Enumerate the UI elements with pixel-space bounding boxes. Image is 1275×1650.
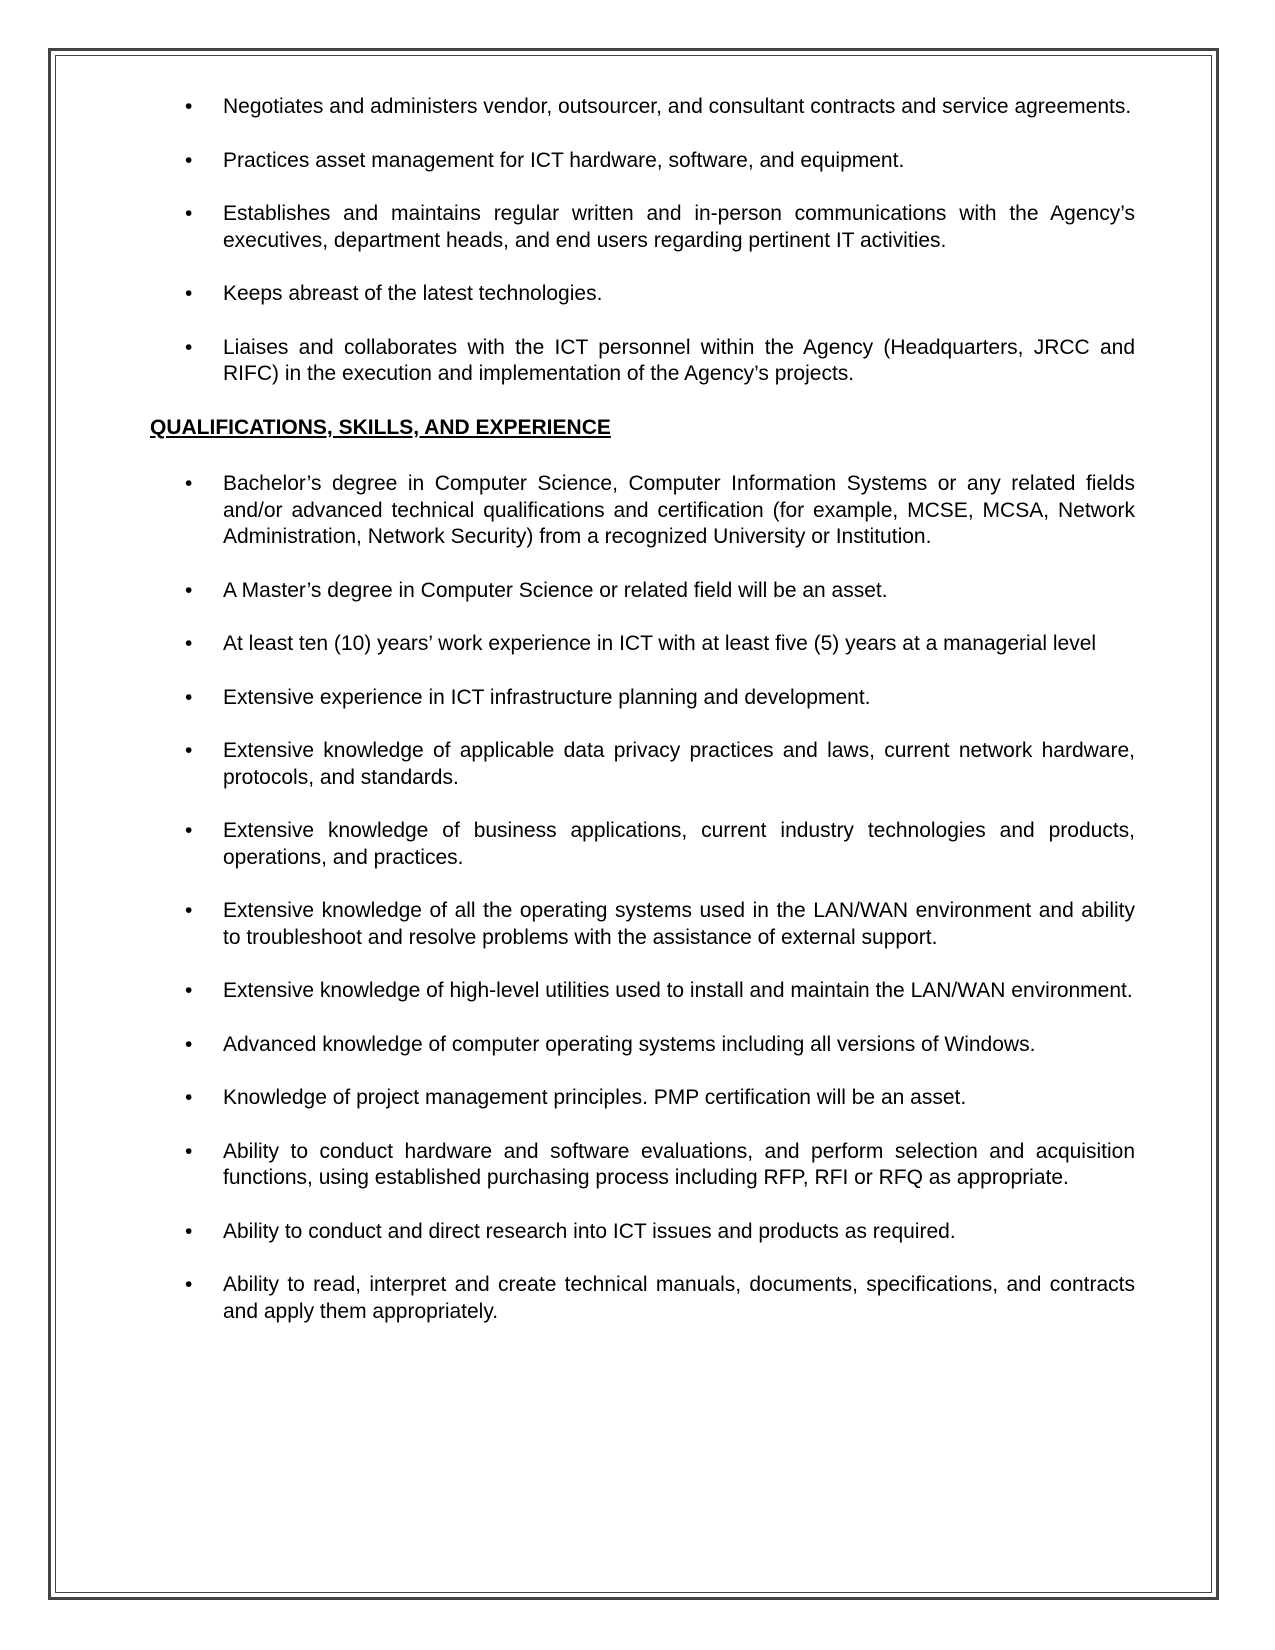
list-item: • Extensive experience in ICT infrastructure planning and development. bbox=[150, 685, 1135, 712]
document-body bbox=[150, 94, 1135, 1352]
list-item: • Ability to read, interpret and create technical manuals, documents, specifications, and contracts and apply them appropriately. bbox=[150, 1272, 1135, 1325]
list-item: • Bachelor’s degree in Computer Science, Computer Information Systems or any related fields and/or advanced technical qualifications and certification (for example, MCSE, MCSA, Network Administration, Network Security) from a recognized University or Institution. bbox=[150, 471, 1135, 551]
list-item: • Extensive knowledge of business applications, current industry technologies and products, operations, and practices. bbox=[150, 818, 1135, 871]
list-item: • Negotiates and administers vendor, outsourcer, and consultant contracts and service agreements. bbox=[150, 94, 1135, 121]
responsibilities-list bbox=[150, 94, 1135, 388]
list-item: • Knowledge of project management principles. PMP certification will be an asset. bbox=[150, 1085, 1135, 1112]
list-item: • Establishes and maintains regular written and in-person communications with the Agency’s executives, department heads, and end users regarding pertinent IT activities. bbox=[150, 201, 1135, 254]
list-item: • A Master’s degree in Computer Science or related field will be an asset. bbox=[150, 578, 1135, 605]
list-item: • Advanced knowledge of computer operating systems including all versions of Windows. bbox=[150, 1032, 1135, 1059]
list-item: • Extensive knowledge of high-level utilities used to install and maintain the LAN/WAN environment. bbox=[150, 978, 1135, 1005]
list-item: • Extensive knowledge of applicable data privacy practices and laws, current network hardware, protocols, and standards. bbox=[150, 738, 1135, 791]
list-item: • Liaises and collaborates with the ICT personnel within the Agency (Headquarters, JRCC and RIFC) in the execution and implementation of the Agency’s projects. bbox=[150, 335, 1135, 388]
list-item: • Ability to conduct and direct research into ICT issues and products as required. bbox=[150, 1219, 1135, 1246]
section-heading-qualifications: QUALIFICATIONS, SKILLS, AND EXPERIENCE bbox=[150, 415, 611, 439]
list-item: • At least ten (10) years’ work experience in ICT with at least five (5) years at a managerial level bbox=[150, 631, 1135, 658]
qualifications-list bbox=[150, 471, 1135, 1325]
list-item: • Ability to conduct hardware and software evaluations, and perform selection and acquisition functions, using established purchasing process including RFP, RFI or RFQ as appropriate. bbox=[150, 1139, 1135, 1192]
list-item: • Extensive knowledge of all the operating systems used in the LAN/WAN environment and ability to troubleshoot and resolve problems with the assistance of external support. bbox=[150, 898, 1135, 951]
list-item: • Keeps abreast of the latest technologies. bbox=[150, 281, 1135, 308]
list-item: • Practices asset management for ICT hardware, software, and equipment. bbox=[150, 148, 1135, 175]
